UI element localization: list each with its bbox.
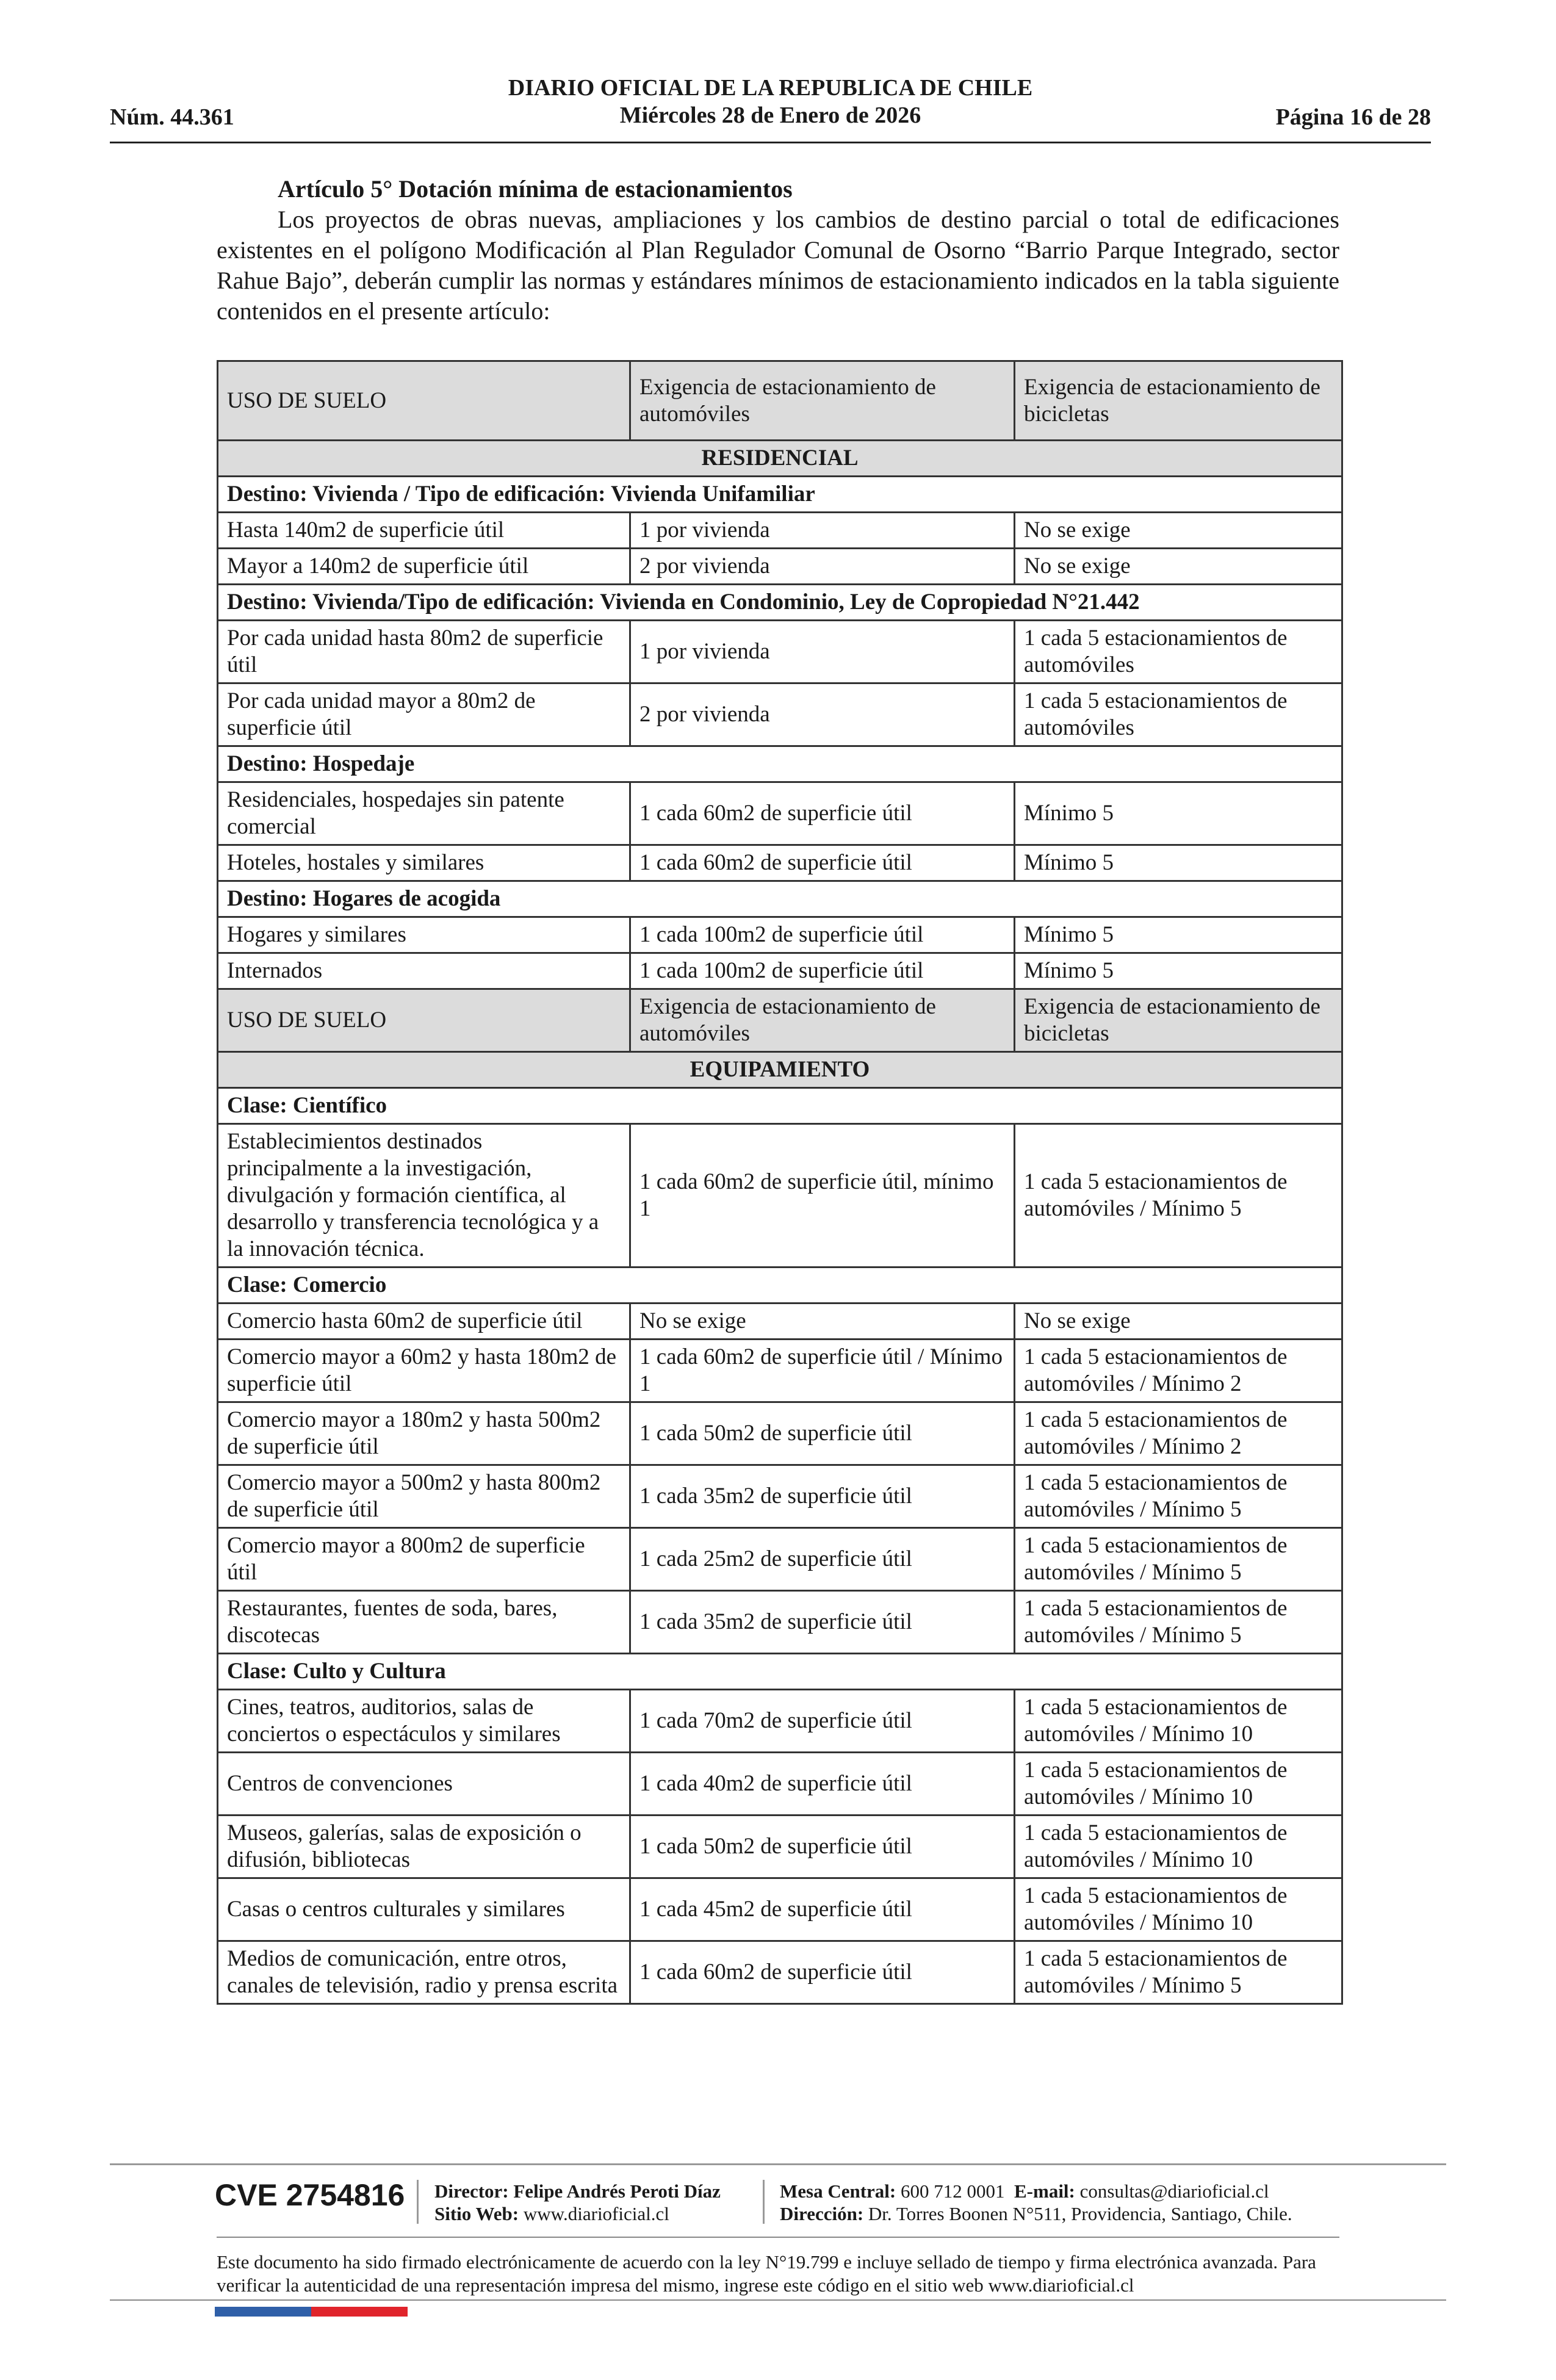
table-cell: Comercio mayor a 800m2 de superficie útil	[218, 1528, 630, 1591]
destination-title: Destino: Vivienda/Tipo de edificación: Vivienda en Condominio, Ley de Copropiedad N°21.442	[218, 585, 1342, 621]
legal-notice: Este documento ha sido firmado electrónicamente de acuerdo con la ley N°19.799 e incluye sellado de tiempo y firma electrónica avanzada. Para verificar la autenticidad de una representación impresa del mismo, ingrese este código en el sitio web www.diarioficial.cl	[217, 2251, 1316, 2296]
table-cell: 2 por vivienda	[630, 549, 1015, 585]
destination-row	[218, 585, 1342, 621]
table-cell: Por cada unidad mayor a 80m2 de superficie útil	[218, 683, 630, 746]
class-title: Clase: Científico	[218, 1088, 1342, 1124]
table-cell: 1 cada 5 estacionamientos de automóviles / Mínimo 10	[1015, 1816, 1342, 1878]
article	[217, 174, 1339, 326]
table-cell: Por cada unidad hasta 80m2 de superficie útil	[218, 621, 630, 683]
issue-number: Núm. 44.361	[110, 104, 234, 130]
destination-title: Destino: Hospedaje	[218, 746, 1342, 782]
table-cell: Centros de convenciones	[218, 1753, 630, 1816]
address-label: Dirección:	[780, 2203, 864, 2224]
table-row	[218, 1591, 1342, 1654]
table-cell: 1 cada 5 estacionamientos de automóviles	[1015, 683, 1342, 746]
section-title: RESIDENCIAL	[218, 441, 1342, 477]
article-body: Los proyectos de obras nuevas, ampliaciones y los cambios de destino parcial o total de edificaciones existentes en el polígono Modificación al Plan Regulador Comunal de Osorno “Barrio Parque Integrado, sector Rahue Bajo”, deberán cumplir las normas y estándares mínimos de estacionamiento indicados en la tabla siguiente contenidos en el presente artículo:	[217, 206, 1339, 325]
table-cell: 1 cada 5 estacionamientos de automóviles / Mínimo 10	[1015, 1753, 1342, 1816]
table-cell: 1 cada 5 estacionamientos de automóviles / Mínimo 5	[1015, 1941, 1342, 2004]
table-cell: 1 cada 60m2 de superficie útil, mínimo 1	[630, 1124, 1015, 1268]
table-header-row	[218, 361, 1342, 441]
table-row	[218, 683, 1342, 746]
table-row	[218, 1816, 1342, 1878]
table-cell: 1 cada 50m2 de superficie útil	[630, 1402, 1015, 1465]
table-cell: 1 cada 25m2 de superficie útil	[630, 1528, 1015, 1591]
table-row	[218, 1878, 1342, 1941]
footer-divider	[217, 2237, 1339, 2238]
table-row	[218, 1402, 1342, 1465]
header-cell: Exigencia de estacionamiento de bicicletas	[1015, 989, 1342, 1052]
table-cell: 1 cada 70m2 de superficie útil	[630, 1690, 1015, 1753]
header-cell: USO DE SUELO	[218, 989, 630, 1052]
class-title: Clase: Comercio	[218, 1268, 1342, 1304]
destination-title: Destino: Hogares de acogida	[218, 881, 1342, 917]
table-row	[218, 621, 1342, 683]
footer-director-block	[434, 2180, 721, 2225]
table-cell: 1 cada 35m2 de superficie útil	[630, 1591, 1015, 1654]
table-cell: 1 cada 60m2 de superficie útil / Mínimo 1	[630, 1340, 1015, 1402]
table-cell: Casas o centros culturales y similares	[218, 1878, 630, 1941]
class-row	[218, 1088, 1342, 1124]
header-cell: Exigencia de estacionamiento de automóviles	[630, 989, 1015, 1052]
parking-requirements-table	[217, 360, 1343, 2005]
table-cell: 1 cada 5 estacionamientos de automóviles / Mínimo 2	[1015, 1340, 1342, 1402]
table-cell: 1 cada 5 estacionamientos de automóviles / Mínimo 10	[1015, 1690, 1342, 1753]
table-cell: No se exige	[1015, 549, 1342, 585]
table-cell: 1 cada 45m2 de superficie útil	[630, 1878, 1015, 1941]
table-cell: Mayor a 140m2 de superficie útil	[218, 549, 630, 585]
destination-row	[218, 746, 1342, 782]
table-cell: 1 cada 50m2 de superficie útil	[630, 1816, 1015, 1878]
table-cell: Residenciales, hospedajes sin patente comercial	[218, 782, 630, 845]
table-cell: Mínimo 5	[1015, 845, 1342, 881]
table-cell: Mínimo 5	[1015, 953, 1342, 989]
class-row	[218, 1268, 1342, 1304]
table-row	[218, 845, 1342, 881]
publication-title: DIARIO OFICIAL DE LA REPUBLICA DE CHILE	[508, 75, 1033, 101]
header-cell: Exigencia de estacionamiento de bicicletas	[1015, 361, 1342, 441]
email-link[interactable]: consultas@diarioficial.cl	[1079, 2180, 1269, 2202]
flag-red-segment	[311, 2307, 408, 2317]
table-cell: 1 cada 5 estacionamientos de automóviles / Mínimo 2	[1015, 1402, 1342, 1465]
table-row	[218, 513, 1342, 549]
table-cell: 1 cada 5 estacionamientos de automóviles / Mínimo 5	[1015, 1591, 1342, 1654]
publication-date: Miércoles 28 de Enero de 2026	[619, 103, 921, 128]
table-cell: 1 cada 100m2 de superficie útil	[630, 917, 1015, 953]
table-row	[218, 549, 1342, 585]
table-cell: 1 cada 5 estacionamientos de automóviles / Mínimo 5	[1015, 1528, 1342, 1591]
table-row	[218, 1304, 1342, 1340]
table-row	[218, 1124, 1342, 1268]
class-title: Clase: Culto y Cultura	[218, 1654, 1342, 1690]
mesa-label: Mesa Central:	[780, 2180, 896, 2202]
class-row	[218, 1654, 1342, 1690]
cve-code: CVE 2754816	[215, 2178, 405, 2212]
table-cell: Comercio mayor a 60m2 y hasta 180m2 de superficie útil	[218, 1340, 630, 1402]
footer-divider	[110, 2163, 1446, 2165]
table-cell: 2 por vivienda	[630, 683, 1015, 746]
table-cell: Internados	[218, 953, 630, 989]
footer-contact-block	[780, 2180, 1292, 2225]
table-cell: 1 cada 60m2 de superficie útil	[630, 845, 1015, 881]
table-cell: Mínimo 5	[1015, 917, 1342, 953]
table-cell: No se exige	[1015, 513, 1342, 549]
footer-separator	[417, 2180, 419, 2224]
destination-title: Destino: Vivienda / Tipo de edificación: Vivienda Unifamiliar	[218, 477, 1342, 513]
table-cell: Comercio hasta 60m2 de superficie útil	[218, 1304, 630, 1340]
table-cell: Comercio mayor a 180m2 y hasta 500m2 de superficie útil	[218, 1402, 630, 1465]
masthead	[110, 74, 1431, 129]
table-cell: Comercio mayor a 500m2 y hasta 800m2 de superficie útil	[218, 1465, 630, 1528]
table-header-row	[218, 989, 1342, 1052]
table-row	[218, 1465, 1342, 1528]
destination-row	[218, 881, 1342, 917]
section-title: EQUIPAMIENTO	[218, 1052, 1342, 1088]
table-cell: 1 cada 5 estacionamientos de automóviles / Mínimo 10	[1015, 1878, 1342, 1941]
table-cell: 1 cada 60m2 de superficie útil	[630, 782, 1015, 845]
table-cell: Medios de comunicación, entre otros, canales de televisión, radio y prensa escrita	[218, 1941, 630, 2004]
table-cell: No se exige	[1015, 1304, 1342, 1340]
header-divider	[110, 142, 1431, 143]
table-cell: 1 cada 100m2 de superficie útil	[630, 953, 1015, 989]
table-cell: Establecimientos destinados principalmente a la investigación, divulgación y formación científica, al desarrollo y transferencia tecnológica y a la innovación técnica.	[218, 1124, 630, 1268]
site-link[interactable]: www.diarioficial.cl	[523, 2203, 669, 2224]
table-cell: Hoteles, hostales y similares	[218, 845, 630, 881]
table-cell: 1 cada 60m2 de superficie útil	[630, 1941, 1015, 2004]
section-row	[218, 1052, 1342, 1088]
email-label: E-mail:	[1014, 2180, 1075, 2202]
table-cell: 1 por vivienda	[630, 513, 1015, 549]
mesa-value: 600 712 0001	[901, 2180, 1005, 2202]
director-label: Director: Felipe Andrés Peroti Díaz	[434, 2180, 721, 2202]
table-cell: Cines, teatros, auditorios, salas de conciertos o espectáculos y similares	[218, 1690, 630, 1753]
flag-stripe	[215, 2307, 408, 2317]
footer-separator	[763, 2180, 765, 2224]
destination-row	[218, 477, 1342, 513]
table-cell: 1 por vivienda	[630, 621, 1015, 683]
article-heading: Artículo 5° Dotación mínima de estacionamientos	[278, 175, 793, 203]
table-cell: No se exige	[630, 1304, 1015, 1340]
page-number: Página 16 de 28	[1275, 104, 1431, 130]
header-cell: Exigencia de estacionamiento de automóviles	[630, 361, 1015, 441]
table-cell: 1 cada 40m2 de superficie útil	[630, 1753, 1015, 1816]
table-row	[218, 917, 1342, 953]
flag-blue-segment	[215, 2307, 311, 2317]
site-label: Sitio Web:	[434, 2203, 519, 2224]
table-row	[218, 1340, 1342, 1402]
table-row	[218, 953, 1342, 989]
table-row	[218, 1690, 1342, 1753]
table-row	[218, 1753, 1342, 1816]
table-cell: 1 cada 5 estacionamientos de automóviles	[1015, 621, 1342, 683]
table-cell: 1 cada 35m2 de superficie útil	[630, 1465, 1015, 1528]
table-row	[218, 1941, 1342, 2004]
table-cell: Restaurantes, fuentes de soda, bares, discotecas	[218, 1591, 630, 1654]
table-cell: 1 cada 5 estacionamientos de automóviles / Mínimo 5	[1015, 1465, 1342, 1528]
table-row	[218, 782, 1342, 845]
table-row	[218, 1528, 1342, 1591]
table-cell: Hasta 140m2 de superficie útil	[218, 513, 630, 549]
page-header	[110, 72, 1431, 145]
table-cell: Mínimo 5	[1015, 782, 1342, 845]
address-value: Dr. Torres Boonen N°511, Providencia, Santiago, Chile.	[868, 2203, 1292, 2224]
table-cell: Hogares y similares	[218, 917, 630, 953]
table-cell: Museos, galerías, salas de exposición o difusión, bibliotecas	[218, 1816, 630, 1878]
header-cell: USO DE SUELO	[218, 361, 630, 441]
table-cell: 1 cada 5 estacionamientos de automóviles / Mínimo 5	[1015, 1124, 1342, 1268]
section-row	[218, 441, 1342, 477]
footer-divider	[110, 2299, 1446, 2301]
